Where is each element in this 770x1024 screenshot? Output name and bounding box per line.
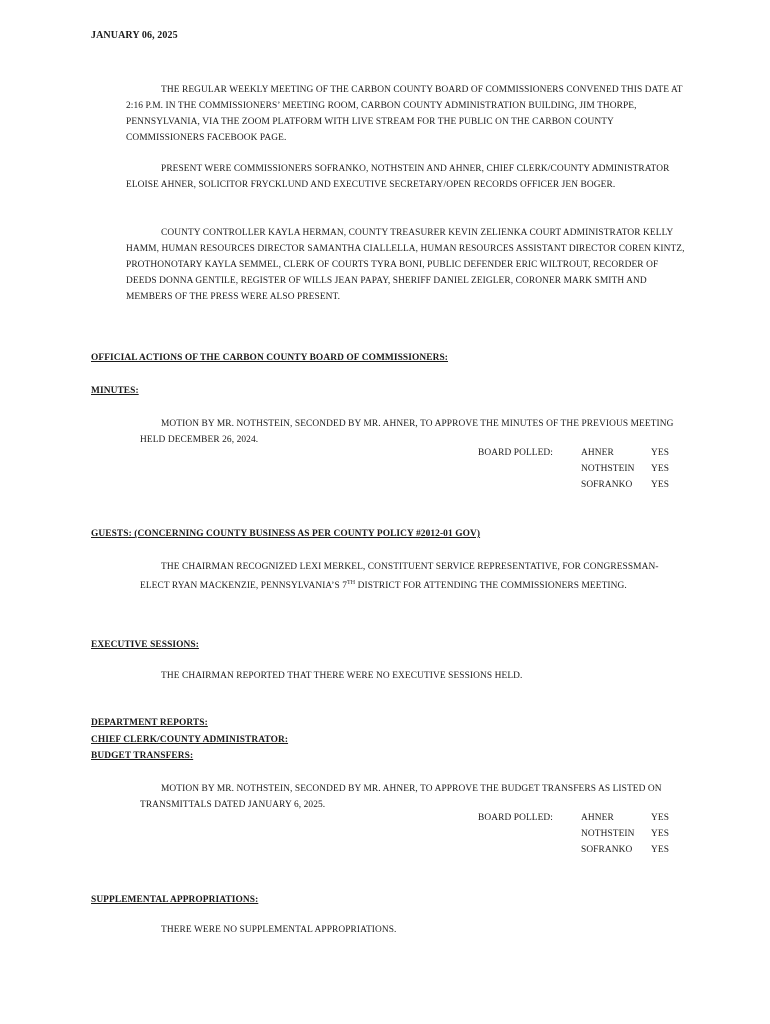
budget-transfers-heading: BUDGET TRANSFERS: (91, 751, 194, 761)
guests-heading: GUESTS: (CONCERNING COUNTY BUSINESS AS PER COUNTY POLICY #2012-01 GOV) (91, 529, 481, 539)
supplemental-heading: SUPPLEMENTAL APPROPRIATIONS: (91, 895, 259, 905)
board-polled-label: BOARD POLLED: (478, 813, 553, 823)
commissioner-name: AHNER (581, 448, 614, 458)
chief-clerk-heading: CHIEF CLERK/COUNTY ADMINISTRATOR: (91, 735, 289, 745)
executive-sessions-heading: EXECUTIVE SESSIONS: (91, 640, 199, 650)
also-present-paragraph (126, 225, 691, 305)
minutes-motion (140, 416, 680, 448)
commissioner-name: SOFRANKO (581, 845, 633, 855)
convened-text: THE REGULAR WEEKLY MEETING OF THE CARBON COUNTY BOARD OF COMMISSIONERS CONVENED THIS DATE AT 2:16 P.M. IN THE COMMISSIONERS’ MEETING ROOM, CARBON COUNTY ADMINISTRATION BUILDING, JIM THORPE, PENNSYLVANIA, VIA THE ZOOM PLATFORM WITH LIVE STREAM FOR THE PUBLIC ON THE CARBON COUNTY COMMISSIONERS FACEBOOK PAGE. (126, 85, 683, 144)
guests-text-before: THE CHAIRMAN RECOGNIZED LEXI MERKEL, CONSTITUENT SERVICE REPRESENTATIVE, FOR CONGRESSMAN-ELECT RYAN MACKENZIE, PENNSYLVANIA’S 7 (140, 562, 659, 592)
vote-row (581, 464, 669, 480)
commissioner-name: NOTHSTEIN (581, 829, 635, 839)
vote-value: YES (651, 480, 670, 490)
document-date: JANUARY 06, 2025 (91, 30, 178, 41)
also-present-text: COUNTY CONTROLLER KAYLA HERMAN, COUNTY TREASURER KEVIN ZELIENKA COURT ADMINISTRATOR KELLY HAMM, HUMAN RESOURCES DIRECTOR SAMANTHA CIALLELLA, HUMAN RESOURCES ASSISTANT DIRECTOR COREN KINTZ, PROTHONOTARY KAYLA SEMMEL, CLERK OF COURTS TYRA BONI, PUBLIC DEFENDER ERIC WILTROUT, RECORDER OF DEEDS DONNA GENTILE, REGISTER OF WILLS JEAN PAPAY, SHERIFF DANIEL ZEIGLER, CORONER MARK SMITH AND MEMBERS OF THE PRESS WERE ALSO PRESENT. (126, 228, 685, 303)
supplemental-text: THERE WERE NO SUPPLEMENTAL APPROPRIATIONS. (161, 925, 397, 935)
present-text: PRESENT WERE COMMISSIONERS SOFRANKO, NOTHSTEIN AND AHNER, CHIEF CLERK/COUNTY ADMINISTRATOR ELOISE AHNER, SOLICITOR FRYCKLUND AND EXECUTIVE SECRETARY/OPEN RECORDS OFFICER JEN BOGER. (126, 164, 670, 191)
board-polled-label: BOARD POLLED: (478, 448, 553, 458)
guests-text-after: DISTRICT FOR ATTENDING THE COMMISSIONERS MEETING. (355, 581, 627, 592)
ordinal-suffix: TH (347, 580, 356, 587)
minutes-motion-text: MOTION BY MR. NOTHSTEIN, SECONDED BY MR. AHNER, TO APPROVE THE MINUTES OF THE PREVIOUS MEETING HELD DECEMBER 26, 2024. (140, 419, 674, 446)
vote-row (581, 480, 669, 496)
commissioner-name: AHNER (581, 813, 614, 823)
convened-paragraph (126, 82, 691, 146)
executive-sessions-text: THE CHAIRMAN REPORTED THAT THERE WERE NO EXECUTIVE SESSIONS HELD. (161, 671, 523, 681)
budget-motion-text: MOTION BY MR. NOTHSTEIN, SECONDED BY MR. AHNER, TO APPROVE THE BUDGET TRANSFERS AS LISTED ON TRANSMITTALS DATED JANUARY 6, 2025. (140, 784, 662, 811)
budget-motion (140, 781, 680, 813)
guests-paragraph (140, 559, 680, 594)
commissioner-name: NOTHSTEIN (581, 464, 635, 474)
vote-row (581, 829, 669, 845)
vote-value: YES (651, 845, 670, 855)
vote-row (581, 813, 669, 829)
vote-value: YES (651, 464, 670, 474)
vote-value: YES (651, 448, 670, 458)
vote-value: YES (651, 829, 670, 839)
official-actions-heading: OFFICIAL ACTIONS OF THE CARBON COUNTY BOARD OF COMMISSIONERS: (91, 353, 449, 363)
minutes-heading: MINUTES: (91, 386, 139, 396)
present-paragraph (126, 161, 691, 193)
vote-value: YES (651, 813, 670, 823)
vote-row (581, 448, 669, 464)
commissioner-name: SOFRANKO (581, 480, 633, 490)
vote-row (581, 845, 669, 861)
department-reports-heading: DEPARTMENT REPORTS: (91, 718, 208, 728)
